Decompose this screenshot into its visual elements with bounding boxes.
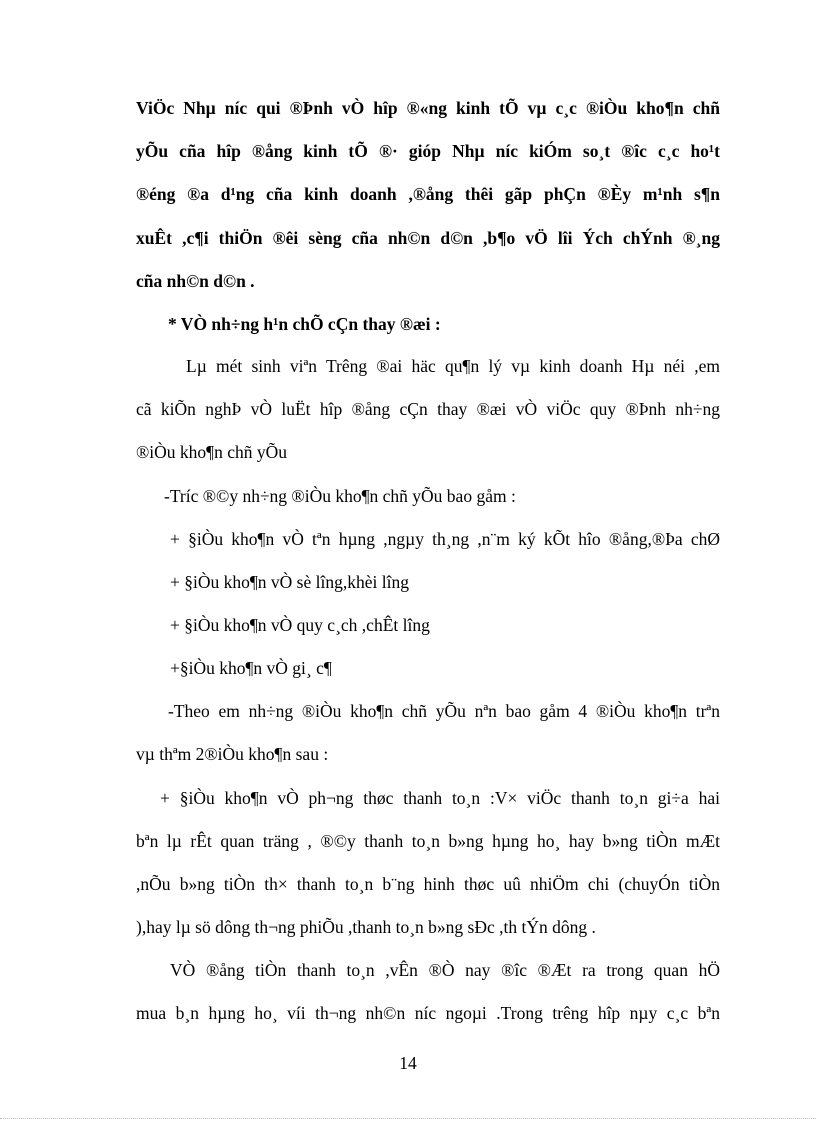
paragraph-line: ®éng ®a d¹ng cña kinh doanh ,®ång thêi gãp phÇn ®Èy m¹nh s¶n (136, 184, 720, 204)
list-item: + §iÒu kho¶n vÒ ph¬ng thøc thanh to¸n :V× viÖc thanh to¸n gi÷a hai (160, 788, 720, 808)
section-heading: * VÒ nh÷ng h¹n chÕ cÇn thay ®æi : (168, 314, 441, 334)
list-item: + §iÒu kho¶n vÒ sè lîng,khèi lîng (170, 572, 409, 592)
list-item: + §iÒu kho¶n vÒ tªn hµng ,ngµy th¸ng ,n¨m ký kÕt hîo ®ång,®Þa chØ (170, 529, 720, 549)
paragraph-line: cña nh©n d©n . (136, 271, 255, 291)
paragraph-line: -Theo em nh÷ng ®iÒu kho¶n chñ yÕu nªn bao gåm 4 ®iÒu kho¶n trªn (168, 701, 720, 721)
paragraph-line: yÕu cña hîp ®ång kinh tÕ ®· gióp Nhµ níc kiÓm so¸t ®îc c¸c ho¹t (136, 141, 720, 161)
paragraph-line: ,nÕu b»ng tiÒn th× thanh to¸n b¨ng hinh thøc uû nhiÖm chi (chuyÓn tiÒn (136, 874, 720, 894)
paragraph-line: xuÊt ,c¶i thiÖn ®êi sèng cña nh©n d©n ,b¶o vÖ lîi Ých chÝnh ®¸ng (136, 228, 720, 248)
page-bottom-rule (0, 1118, 816, 1119)
paragraph-line: ViÖc Nhµ níc qui ®Þnh vÒ hîp ®«ng kinh tÕ vµ c¸c ®iÒu kho¶n chñ (136, 98, 720, 118)
list-item: + §iÒu kho¶n vÒ quy c¸ch ,chÊt lîng (170, 615, 430, 635)
page-number: 14 (399, 1053, 417, 1073)
paragraph-line: cã kiÕn nghÞ vÒ luËt hîp ®ång cÇn thay ®æi vÒ viÖc quy ®Þnh nh÷ng (136, 399, 720, 419)
paragraph-line: Lµ mét sinh viªn Trêng ®ai häc qu¶n lý vµ kinh doanh Hµ néi ,em (186, 356, 720, 376)
list-item: +§iÒu kho¶n vÒ gi¸ c¶ (170, 658, 332, 678)
paragraph-line: bªn lµ rÊt quan träng , ®©y thanh to¸n b»ng hµng ho¸ hay b»ng tiÒn mÆt (136, 831, 720, 851)
paragraph-line: ®iÒu kho¶n chñ yÕu (136, 442, 288, 462)
paragraph-line: ),hay lµ sö dông th¬ng phiÕu ,thanh to¸n b»ng sÐc ,th tÝn dông . (136, 917, 596, 937)
paragraph-line: mua b¸n hµng ho¸ víi th¬ng nh©n níc ngoµi .Trong trêng hîp nµy c¸c bªn (136, 1003, 720, 1023)
paragraph-line: VÒ ®ång tiÒn thanh to¸n ,vÊn ®Ò nay ®îc ®Æt ra trong quan hÖ (170, 960, 720, 980)
paragraph-line: vµ thªm 2®iÒu kho¶n sau : (136, 744, 329, 764)
list-heading: -Tríc ®©y nh÷ng ®iÒu kho¶n chñ yÕu bao gåm : (164, 486, 516, 506)
